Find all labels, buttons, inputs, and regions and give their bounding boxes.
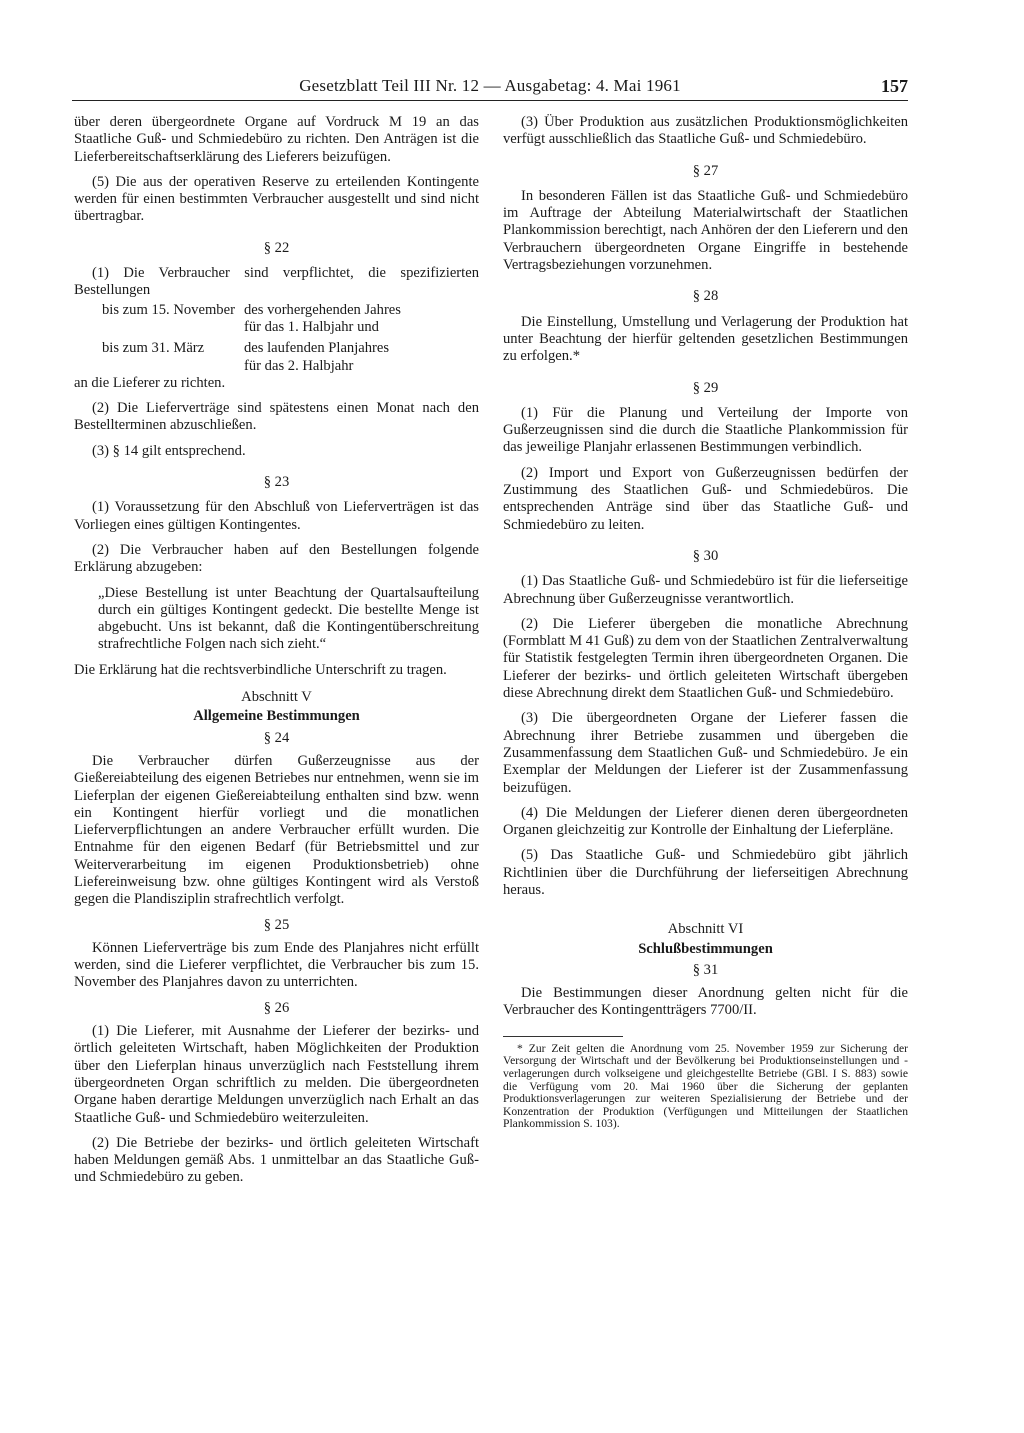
- section-30-para-1: (1) Das Staatliche Guß- und Schmiedebüro ist für die lieferseitige Abrechnung über Gußerzeugnisse verantwortlich.: [503, 573, 908, 607]
- section-23-end: Die Erklärung hat die rechtsverbindliche Unterschrift zu tragen.: [74, 661, 447, 678]
- section-30-heading: § 30: [692, 547, 719, 564]
- section-30-para-3: (3) Die übergeordneten Organe der Lieferer fassen die Abrechnung ihrer Betriebe zusammen und übergeben die Zusammenfassung dem Staatlichen Guß- und Schmiedebüro. Je ein Exemplar der Meldungen der Lieferer ist der Zusammenfassung beizufügen.: [503, 710, 908, 796]
- section-29-heading: § 29: [692, 379, 719, 396]
- section-31-para: Die Bestimmungen dieser Anordnung gelten nicht für die Verbraucher des Kontingentträgers 7700/II.: [503, 985, 908, 1019]
- section-23-para-1: (1) Voraussetzung für den Abschluß von Lieferverträgen ist das Vorliegen eines gültigen Kontingentes.: [74, 499, 479, 533]
- abschnitt-5-title: Allgemeine Bestimmungen: [193, 708, 360, 725]
- section-28-heading: § 28: [692, 288, 719, 305]
- section-25-para: Können Lieferverträge bis zum Ende des Planjahres nicht erfüllt werden, sind die Lieferer verpflichtet, die Verbraucher bis zum 15. November des Planjahres davon zu unterrichten.: [74, 939, 479, 991]
- section-27-heading: § 27: [692, 162, 719, 179]
- paragraph-5: (5) Die aus der operativen Reserve zu erteilenden Kontingente werden für einen bestimmten Verbraucher ausgestellt und sind nicht übertragbar.: [74, 173, 479, 225]
- schedule-date-2: bis zum 31. März: [102, 340, 205, 357]
- schedule-desc-2: des laufenden Planjahres: [244, 340, 390, 357]
- abschnitt-6-label: Abschnitt VI: [667, 921, 744, 938]
- section-22-para-3: (3) § 14 gilt entsprechend.: [92, 442, 246, 459]
- section-25-heading: § 25: [263, 916, 290, 933]
- left-column: [74, 114, 479, 1195]
- schedule-date-1: bis zum 15. November: [102, 301, 235, 318]
- section-26-heading: § 26: [263, 999, 290, 1016]
- section-22-para-2: (2) Die Lieferverträge sind spätestens einen Monat nach den Bestellterminen abzuschließen.: [74, 400, 479, 434]
- section-26-para-1: (1) Die Lieferer, mit Ausnahme der Lieferer der bezirks- und örtlich geleiteten Wirtschaft, haben Möglichkeiten der Produktion über den Lieferplan hinaus unverzüglich nach Feststellung ihrem übergeordneten Organ schriftlich zu melden. Die übergeordneten Organe haben derartige Meldungen unverzüglich nach Erhalt an das Staatliche Guß- und Schmiedebüro weiterzuleiten.: [74, 1023, 479, 1126]
- section-24-heading: § 24: [263, 729, 290, 746]
- schedule-row-2: [74, 340, 479, 357]
- section-29-para-1: (1) Für die Planung und Verteilung der Importe von Gußerzeugnissen sind die durch die Staatliche Plankommission für das jeweilige Planjahr erlassenen Bestimmungen verbindlich.: [503, 404, 908, 456]
- section-28-para: Die Einstellung, Umstellung und Verlagerung der Produktion hat unter Beachtung der hierfür geltenden gesetzlichen Bestimmungen zu erfolgen.*: [503, 313, 908, 365]
- footnote-divider: [503, 1036, 623, 1037]
- header-title: Gesetzblatt Teil III Nr. 12 — Ausgabetag: 4. Mai 1961: [299, 76, 681, 95]
- footnote: * Zur Zeit gelten die Anordnung vom 25. November 1959 zur Sicherung der Versorgung der Wirtschaft und der Bevölkerung bei Produktionseinstellungen und -verlagerungen durch volkseigene und gleichgestellte Betriebe (GBl. I S. 883) sowie die Verfügung vom 20. Mai 1960 über die Sicherung der geplanten Produktionsverlagerungen zur weiteren Spezialisierung der Betriebe und der Konzentration der Produktion (Verfügungen und Mitteilungen der Staatlichen Plankommission S. 103).: [503, 1041, 908, 1131]
- schedule-desc-1b: für das 1. Halbjahr und: [244, 318, 379, 335]
- section-22-end: an die Lieferer zu richten.: [74, 374, 226, 391]
- declaration-quote: „Diese Bestellung ist unter Beachtung der Quartalsaufteilung durch ein gültiges Kontingent gedeckt. Die bestellte Menge ist abgebucht. Uns ist bekannt, daß die Kontingentüberschreitung strafrechtliche Folgen nach sich zieht.“: [98, 584, 479, 653]
- abschnitt-5-label: Abschnitt V: [241, 689, 312, 706]
- paragraph-continued: über deren übergeordnete Organe auf Vordruck M 19 an das Staatliche Guß- und Schmiedebüro zu richten. Den Anträgen ist die Lieferbereitschaftserklärung des Lieferers beizufügen.: [74, 114, 479, 165]
- page-number: 157: [881, 76, 908, 96]
- schedule-row-1: [74, 302, 479, 319]
- section-22-heading: § 22: [263, 239, 290, 256]
- section-22-para-1: (1) Die Verbraucher sind verpflichtet, die spezifizierten Bestellungen: [74, 265, 479, 299]
- section-26-para-3: (3) Über Produktion aus zusätzlichen Produktionsmöglichkeiten verfügt ausschließlich das Staatliche Guß- und Schmiedebüro.: [503, 114, 908, 148]
- section-30-para-5: (5) Das Staatliche Guß- und Schmiedebüro gibt jährlich Richtlinien über die Durchführung der lieferseitigen Abrechnung heraus.: [503, 847, 908, 898]
- section-24-para: Die Verbraucher dürfen Gußerzeugnisse aus der Gießereiabteilung des eigenen Betriebes nur entnehmen, wenn sie im Lieferplan der eigenen Gießereiabteilung enthalten sind bzw. wenn ein Kontingent hierfür vorliegt und die monatlichen Lieferverpflichtungen an andere Verbraucher erfüllt wurden. Die Entnahme für den eigenen Bedarf (für Betriebsmittel und zur Weiterverarbeitung im eigenen Produktionsbetrieb) ohne Liefereinweisung bzw. ohne gültiges Kontingent wird als Verstoß gegen die Plandisziplin strafrechtlich verfolgt.: [74, 752, 479, 908]
- schedule-desc-1: des vorhergehenden Jahres: [244, 301, 401, 318]
- section-31-heading: § 31: [692, 961, 719, 978]
- section-29-para-2: (2) Import und Export von Gußerzeugnissen bedürfen der Zustimmung des Staatlichen Guß- und Schmiedebüros. Die entsprechenden Anträge sind über das Staatliche Guß- und Schmiedebüro zu leiten.: [503, 464, 908, 533]
- section-30-para-4: (4) Die Meldungen der Lieferer dienen deren übergeordneten Organen gleichzeitig zur Kontrolle der Einhaltung der Lieferpläne.: [503, 804, 908, 839]
- deadline-schedule: [74, 302, 479, 375]
- section-23-heading: § 23: [263, 474, 290, 491]
- schedule-row-1b: [74, 319, 479, 336]
- right-column: [503, 114, 908, 1131]
- abschnitt-6-title: Schlußbestimmungen: [638, 940, 773, 957]
- section-30-para-2: (2) Die Lieferer übergeben die monatliche Abrechnung (Formblatt M 41 Guß) zu dem von der Staatlichen Zentralverwaltung für Statistik festgelegten Termin ihren übergeordneten Organen. Die Lieferer der bezirks- und örtlich geleiteten Wirtschaft übergeben diese Abrechnung direkt dem Staatlichen Guß- und Schmiedebüro.: [503, 615, 908, 702]
- schedule-desc-2b: für das 2. Halbjahr: [244, 357, 354, 374]
- schedule-row-2b: [74, 358, 479, 375]
- section-23-para-2: (2) Die Verbraucher haben auf den Bestellungen folgende Erklärung abzugeben:: [74, 541, 479, 576]
- page-header: [72, 74, 908, 101]
- section-27-para: In besonderen Fällen ist das Staatliche Guß- und Schmiedebüro im Auftrage der Abteilung Materialwirtschaft der Staatlichen Plankommission berechtigt, nach Anhören der den Lieferern und den Verbrauchern übergeordneten Organe Eingriffe in bestehende Vertragsbeziehungen vorzunehmen.: [503, 187, 908, 274]
- section-26-para-2: (2) Die Betriebe der bezirks- und örtlich geleiteten Wirtschaft haben Meldungen gemäß Abs. 1 unmittelbar an das Staatliche Guß- und Schmiedebüro zu geben.: [74, 1134, 479, 1186]
